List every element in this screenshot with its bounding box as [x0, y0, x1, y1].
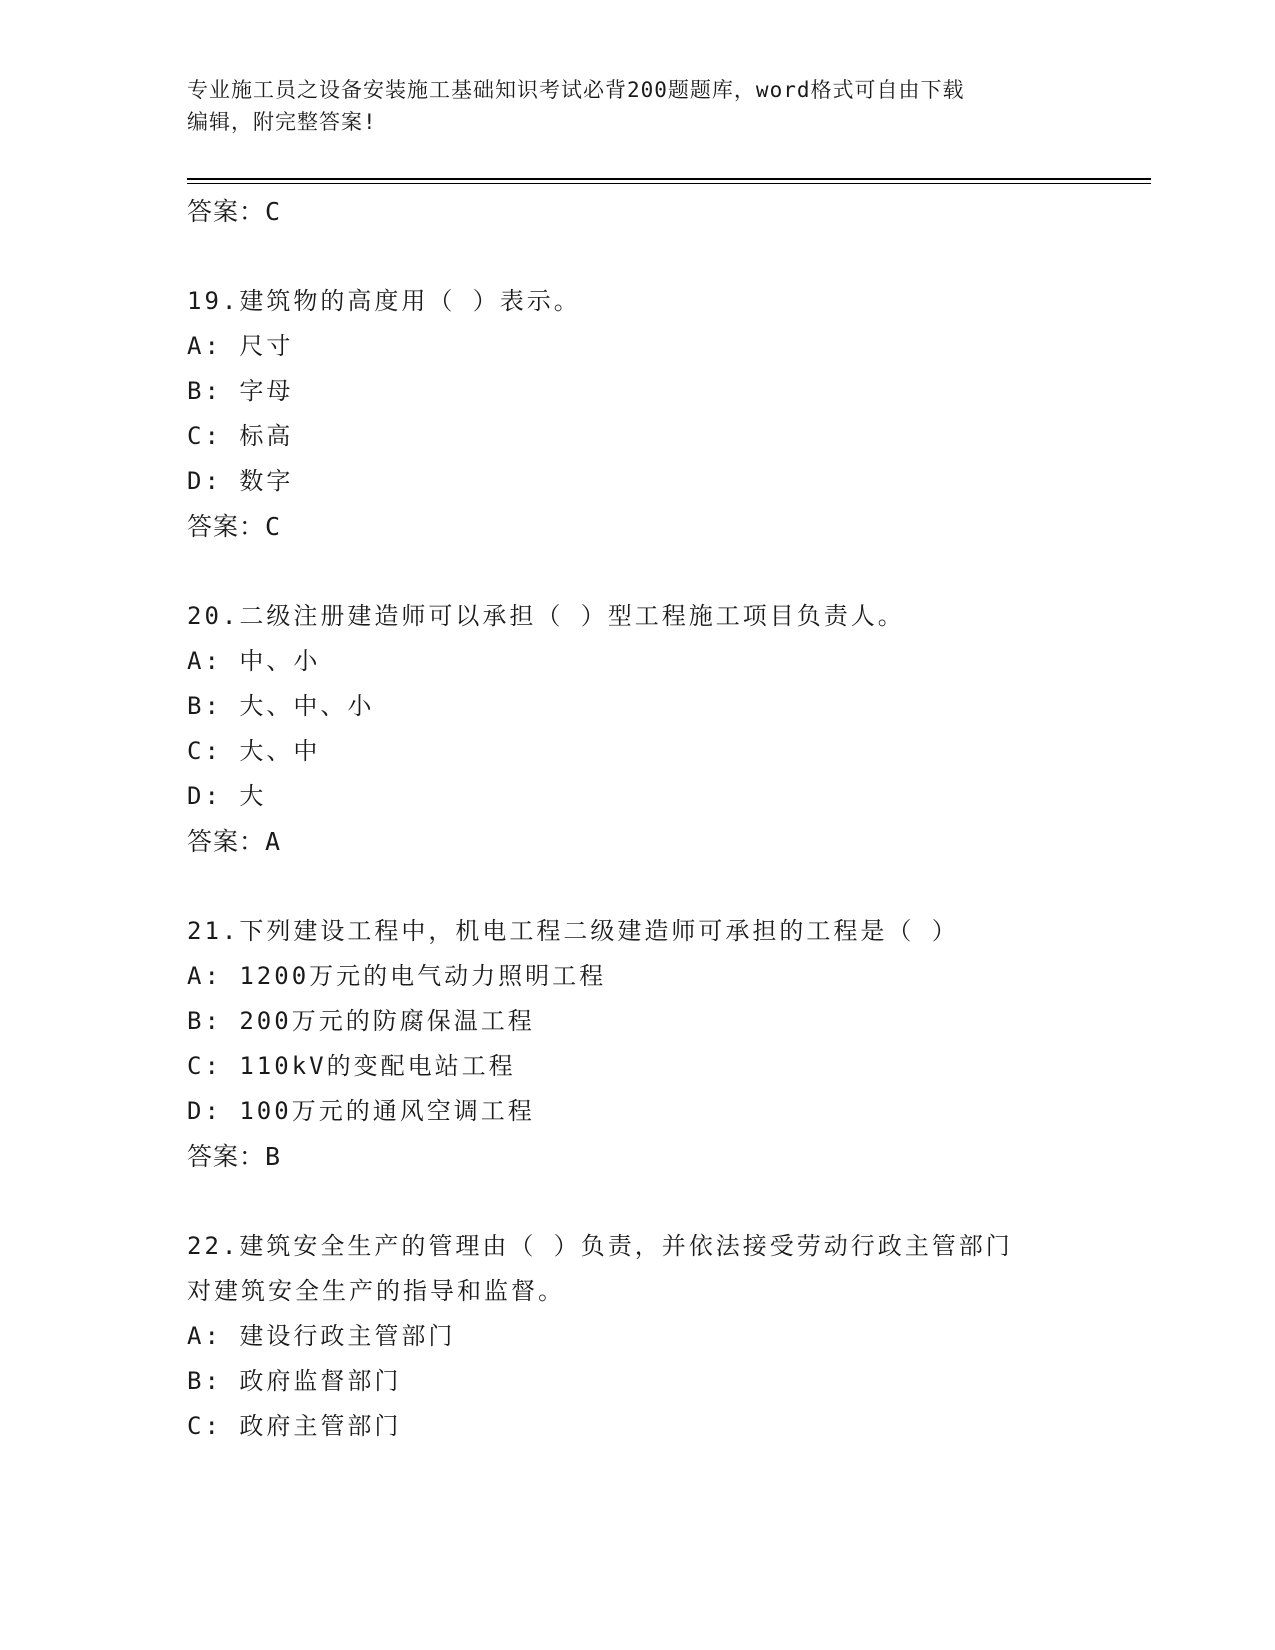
option-a: A: 中、小	[187, 647, 321, 675]
option-c: C: 标高	[187, 422, 294, 450]
document-header	[187, 74, 1087, 138]
option-c: C: 政府主管部门	[187, 1412, 402, 1440]
option-b: B: 字母	[187, 377, 294, 405]
option-d: D: 数字	[187, 467, 294, 495]
option-b: B: 200万元的防腐保温工程	[187, 1007, 535, 1035]
option-c: C: 大、中	[187, 737, 321, 765]
header-rule-thin	[187, 183, 1151, 184]
question-stem: 21.下列建设工程中，机电工程二级建造师可承担的工程是（ ）	[187, 917, 959, 945]
answer-line: 答案：B	[187, 1142, 282, 1171]
header-rule-thick	[187, 178, 1151, 180]
answer-line: 答案：C	[187, 512, 282, 541]
option-a: A: 1200万元的电气动力照明工程	[187, 962, 607, 990]
option-a: A: 尺寸	[187, 332, 294, 360]
answer-line: 答案：C	[187, 197, 282, 226]
option-c: C: 110kV的变配电站工程	[187, 1052, 516, 1080]
answer-line: 答案：A	[187, 827, 282, 856]
option-d: D: 100万元的通风空调工程	[187, 1097, 535, 1125]
option-b: B: 大、中、小	[187, 692, 375, 720]
option-d: D: 大	[187, 782, 267, 810]
question-stem: 19.建筑物的高度用（ ）表示。	[187, 287, 581, 315]
question-19	[187, 279, 1087, 549]
option-a: A: 建设行政主管部门	[187, 1322, 456, 1350]
question-stem-continued: 对建筑安全生产的指导和监督。	[187, 1277, 565, 1305]
question-stem: 20.二级注册建造师可以承担（ ）型工程施工项目负责人。	[187, 602, 905, 630]
question-stem: 22.建筑安全生产的管理由（ ）负责，并依法接受劳动行政主管部门	[187, 1232, 1013, 1260]
question-22	[187, 1224, 1087, 1449]
option-b: B: 政府监督部门	[187, 1367, 402, 1395]
header-line-2: 编辑，附完整答案!	[187, 110, 377, 134]
question-21	[187, 909, 1087, 1179]
header-line-1: 专业施工员之设备安装施工基础知识考试必背200题题库，word格式可自由下载	[187, 78, 965, 102]
question-20	[187, 594, 1087, 864]
question-list	[187, 189, 1087, 1449]
